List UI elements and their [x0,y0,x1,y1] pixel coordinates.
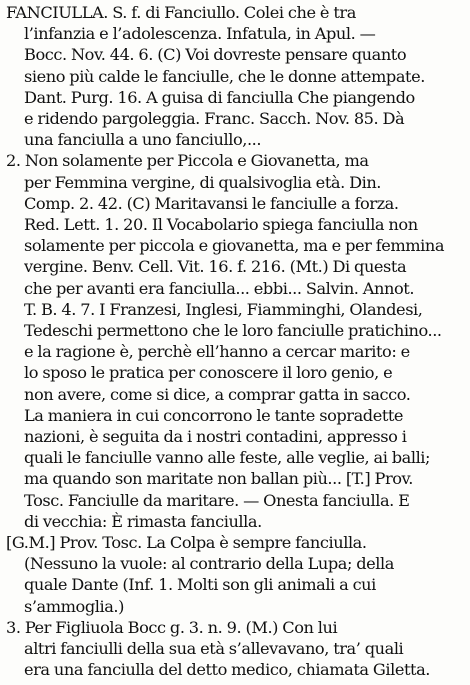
entry-line-17: e la ragione è, perchè ell’hanno a cercar marito: e [24,342,410,362]
entry-line-18: lo sposo le pratica per conoscere il loro genio, e [24,363,393,383]
entry-line-10: Comp. 2. 42. (C) Maritavansi le fanciulle a forza. [24,193,399,213]
entry-line-14: che per avanti era fanciulla... ebbi... Salvin. Annot. [24,278,415,298]
entry-line-5: Dant. Purg. 16. A guisa di fanciulla Che piangendo [24,87,415,107]
entry-line-15: T. B. 4. 7. I Franzesi, Inglesi, Fiamminghi, Olandesi, [24,299,423,319]
entry-line-32: era una fanciulla del detto medico, chiamata Giletta. [24,660,430,680]
entry-line-24: Tosc. Fanciulle da maritare. — Onesta fanciulla. E [24,490,410,510]
entry-line-6: e ridendo pargoleggia. Franc. Sacch. Nov. 85. Dà [24,109,405,128]
entry-line-16: Tedeschi permettono che le loro fanciulle pratichino... [24,321,442,340]
entry-line-3: Bocc. Nov. 44. 6. (C) Voi dovreste pensare quanto [24,45,407,65]
entry-line-27: (Nessuno la vuole: al contrario della Lupa; della [24,554,394,574]
entry-line-28: quale Dante (Inf. 1. Molti son gli animali a cui [24,575,376,595]
entry-line-30: 3. Per Figliuola Bocc g. 3. n. 9. (M.) Con lui [6,617,338,637]
entry-line-9: per Femmina vergine, di qualsivoglia età. Din. [24,172,381,192]
entry-line-29: s’ammoglia.) [24,596,124,616]
entry-line-25: di vecchia: È rimasta fanciulla. [24,511,262,531]
entry-line-4: sieno più calde le fanciulle, che le donne attempate. [24,66,425,86]
entry-line-8: 2. Non solamente per Piccola e Giovanetta, ma [6,151,369,171]
entry-line-21: nazioni, è seguita da i nostri contadini, appresso i [24,427,407,446]
entry-line-20: La maniera in cui concorrono le tante sopradette [24,405,404,425]
entry-line-7: una fanciulla a uno fanciullo,... [24,130,262,150]
entry-line-2: l’infanzia e l’adolescenza. Infatula, in Apul. — [24,24,376,44]
entry-line-22: quali le fanciulle vanno alle feste, alle veglie, ai balli; [24,448,431,468]
entry-line-31: altri fanciulli della sua età s’allevavano, tra’ quali [24,639,404,658]
entry-line-1: FANCIULLA. S. f. di Fanciullo. Colei che è tra [6,3,356,22]
entry-line-13: vergine. Benv. Cell. Vit. 16. f. 216. (Mt.) Di questa [24,257,407,277]
entry-line-11: Red. Lett. 1. 20. Il Vocabolario spiega fanciulla non [24,215,418,234]
entry-line-23: ma quando son maritate non ballan più... [T.] Prov. [24,469,413,489]
entry-line-19: non avere, come si dice, a comprar gatta in sacco. [24,384,411,404]
entry-line-12: solamente per piccola e giovanetta, ma e per femmina [24,236,445,256]
entry-line-26: [G.M.] Prov. Tosc. La Colpa è sempre fanciulla. [6,533,367,552]
